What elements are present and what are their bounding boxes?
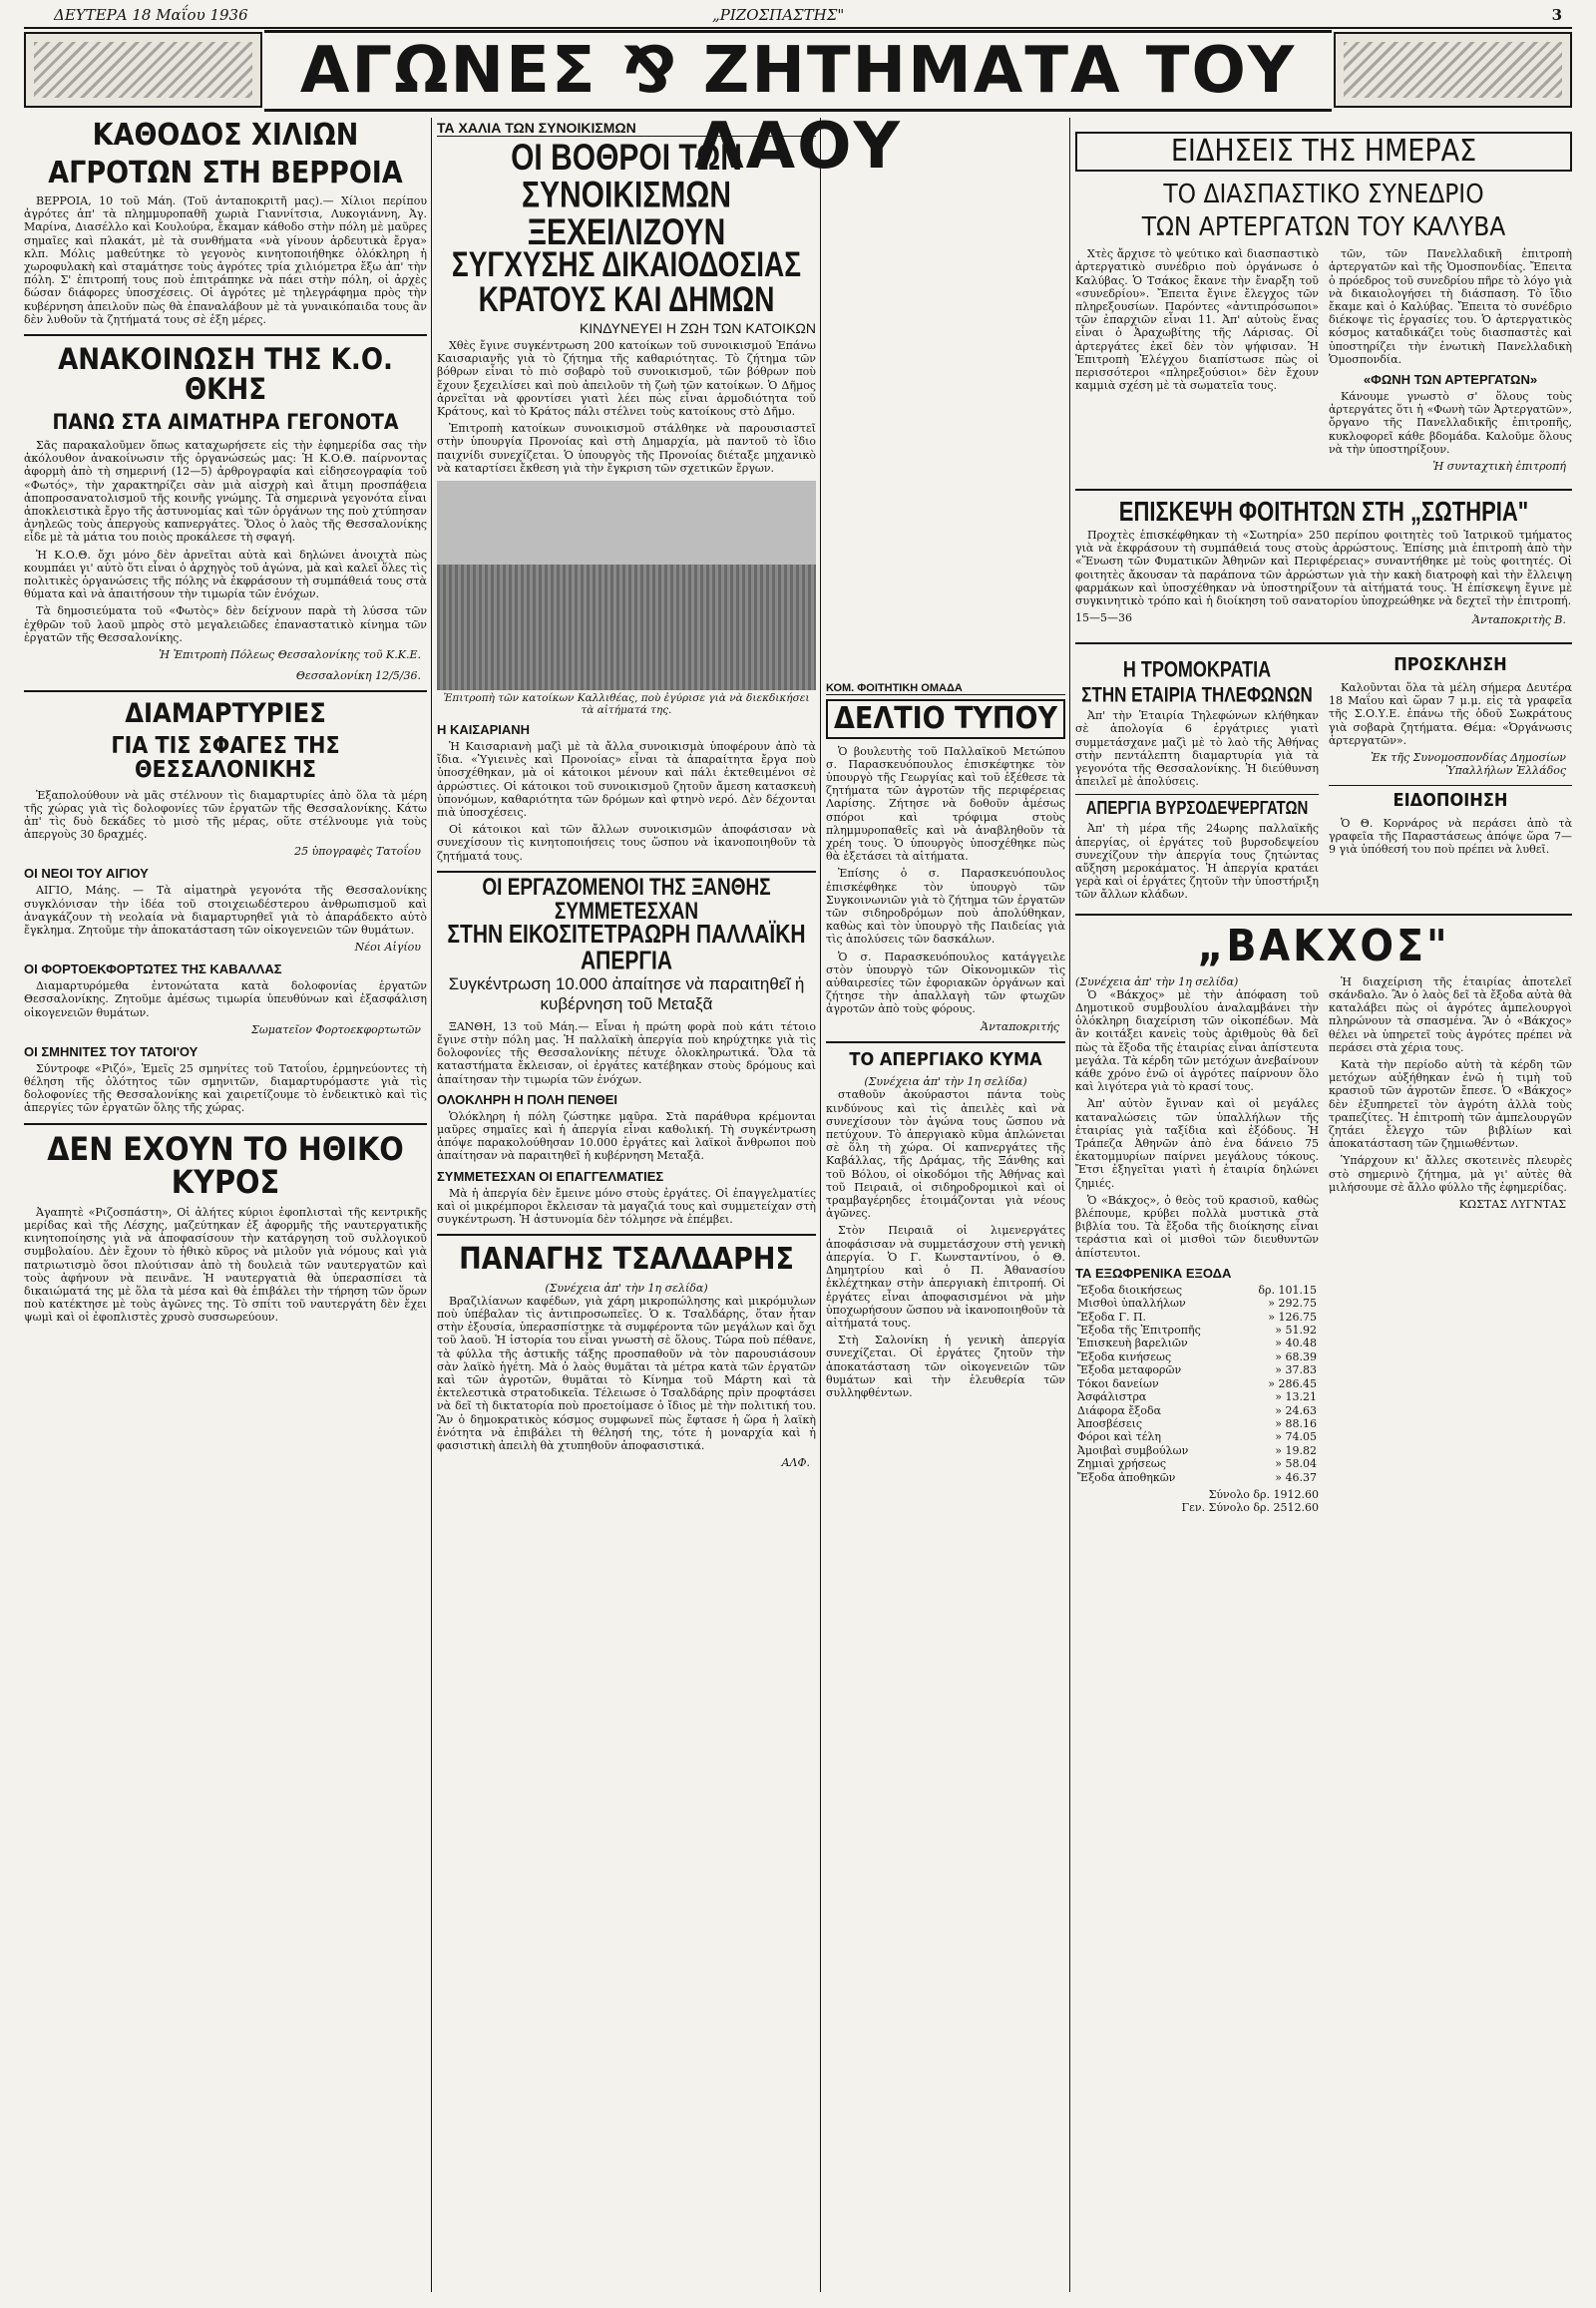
section-subhead: «ΦΩΝΗ ΤΩΝ ΑΡΤΕΡΓΑΤΩΝ» bbox=[1363, 371, 1538, 387]
signature: 25 ὑπογραφὲς Τατοΐου bbox=[294, 845, 421, 859]
expense-value: » 58.04 bbox=[1275, 1457, 1317, 1471]
expense-row bbox=[1075, 1417, 1319, 1430]
signature: Ἀνταποκριτὴς Β. bbox=[1472, 613, 1566, 627]
article-body: Ὁ σ. Παρασκευόπουλος κατάγγειλε στὸν ὑπουργὸ τῶν Οἰκονομικῶν τὶς αὐθαιρεσίες τῶν ἐφοριακῶν ὀργάνων καὶ ζήτησε τὴν ἀπαλλαγὴ τῶν φτωχῶν ἀγροτῶν ἀπὸ τοὺς φόρους. bbox=[826, 950, 1065, 1016]
two-column-text bbox=[1075, 247, 1572, 481]
article-body: Σύντροφε «Ριζό», Ἐμεῖς 25 σμηνίτες τοῦ Τατοΐου, ἑρμηνεύοντες τὴ θέληση τῆς ὁλότητος τῶν σμηνιτῶν, διαμαρτυρόμαστε γιὰ τὶς δολοφονίες τῆς Θεσσαλονίκης καὶ χαιρετίζουμε τὸ ἐνδεικτικὸ καὶ τὶς ἀπεργίες τῶν ἐργατῶν ὅλης τῆς χώρας. bbox=[24, 1061, 427, 1115]
article-body: Μὰ ἡ ἀπεργία δὲν ἔμεινε μόνο στοὺς ἐργάτες. Οἱ ἐπαγγελματίες καὶ οἱ μικρέμποροι ἔκλεισαν τὰ μαγαζιά τους καὶ συμμετείχαν στὴ συγκέντρωση. Ἡ ἀστυνομία δὲν τόλμησε νὰ ἐπέμβει. bbox=[437, 1186, 816, 1227]
article-body: Διαμαρτυρόμεθα ἐντονώτατα κατὰ δολοφονίας ἐργατῶν Θεσσαλονίκης. Ζητοῦμε ἀμέσως τιμωρία ὑπευθύνων καὶ ἐξασφάλιση οἰκογενειῶν θυμάτων. bbox=[24, 979, 427, 1019]
article-body: Χθὲς ἔγινε συγκέντρωση 200 κατοίκων τοῦ συνοικισμοῦ Ἐπάνω Καισαριανῆς γιὰ τὸ ζήτημα τῆς καθαριότητας. Τὸ ζήτημα τῶν βόθρων εἶναι τὸ πιὸ σοβαρὸ τοῦ συνοικισμοῦ, τῶν βόθρων ποὺ ἔχουν ξεχειλίσει καὶ ποὺ ἀπειλοῦν τὴ ζωὴ τῶν κατοίκων. Ὁ Δῆμος ἀρνεῖται νὰ φροντίσει γιατὶ λέει πὼς εἶναι ἁρμοδιότητα τοῦ Κράτους, καὶ τὸ Κράτος πάλι στέλνει τοὺς κατοίκους στὸ Δῆμο. bbox=[437, 339, 816, 419]
divider bbox=[826, 1041, 1065, 1043]
expense-label: Ἀποσβέσεις bbox=[1077, 1416, 1143, 1430]
expense-label: Διάφορα ἔξοδα bbox=[1077, 1403, 1162, 1417]
issue-date: ΔΕΥΤΕΡΑ 18 Μαΐου 1936 bbox=[54, 6, 248, 24]
expense-label: Ἀμοιβαὶ συμβούλων bbox=[1077, 1443, 1189, 1457]
article-subtitle: ΠΑΝΩ ΣΤΑ ΑΙΜΑΤΗΡΑ ΓΕΓΟΝΟΤΑ bbox=[52, 409, 399, 434]
article-title: Η ΤΡΟΜΟΚΡΑΤΙΑ bbox=[1122, 656, 1272, 682]
expense-label: Ἔξοδα μεταφορῶν bbox=[1077, 1363, 1182, 1377]
column-1 bbox=[24, 118, 427, 2292]
divider bbox=[437, 1234, 816, 1236]
two-column-text bbox=[1075, 652, 1572, 905]
divider bbox=[1075, 794, 1319, 795]
press-release-kicker: ΚΟΜ. ΦΟΙΤΗΤΙΚΗ ΟΜΑΔΑ bbox=[826, 682, 1065, 695]
expense-label: Ἔξοδα τῆς Ἐπιτροπῆς bbox=[1077, 1324, 1201, 1338]
article-subtitle: Συγκέντρωση 10.000 ἀπαίτησε νὰ παραιτηθεῖ ἡ κυβέρνηση τοῦ Μεταξᾶ bbox=[448, 973, 805, 1013]
continuation-note: (Συνέχεια ἀπ' τὴν 1η σελίδα) bbox=[864, 1075, 1027, 1089]
section-subhead: ΟΙ ΝΕΟΙ ΤΟΥ ΑΙΓΙΟΥ bbox=[24, 866, 149, 882]
expense-label: Ἔξοδα ἀποθηκῶν bbox=[1077, 1470, 1176, 1484]
article-title: ΟΙ ΒΟΘΡΟΙ ΤΩΝ ΣΥΝΟΙΚΙΣΜΩΝ ΞΕΧΕΙΛΙΖΟΥΝ bbox=[511, 137, 742, 253]
article-body: Κατὰ τὴν περίοδο αὐτὴ τὰ κέρδη τῶν μετόχων αὐξήθηκαν ἐνῶ ἡ τιμὴ τοῦ κρασιοῦ τῶν ἀγροτῶν ἔπεσε. Ὁ «Βάκχος» δὲν ἐξυπηρετεῖ τὸν ἀγρότη ἀλλὰ τοὺς τραπεζίτες. Ἡ ἐπιτροπὴ τῶν ἀμπελουργῶν ζητάει ἔλεγχο τῶν βιβλίων καὶ ἀποκατάσταση τῶν ζημιωθέντων. bbox=[1329, 1058, 1572, 1151]
signature-row bbox=[1075, 611, 1572, 634]
expense-value: » 286.45 bbox=[1268, 1376, 1317, 1390]
expense-label: Ἐπισκευὴ βαρελιῶν bbox=[1077, 1337, 1188, 1350]
expense-row bbox=[1075, 1350, 1319, 1363]
expense-value: » 24.63 bbox=[1275, 1403, 1317, 1417]
signature: Ἡ Ἐπιτροπὴ Πόλεως Θεσσαλονίκης τοῦ Κ.Κ.Ε. bbox=[159, 648, 421, 661]
article-subtitle: ΚΙΝΔΥΝΕΥΕΙ Η ΖΩΗ ΤΩΝ ΚΑΤΟΙΚΩΝ bbox=[579, 320, 816, 336]
continuation-note: (Συνέχεια ἀπ' τὴν 1η σελίδα) bbox=[545, 1281, 708, 1295]
news-of-the-day-title: ΕΙΔΗΣΕΙΣ ΤΗΣ ΗΜΕΡΑΣ bbox=[1075, 132, 1572, 172]
expense-label: Τόκοι δανείων bbox=[1077, 1376, 1159, 1390]
dateline: 15—5—36 bbox=[1075, 611, 1132, 625]
expense-label: Ἔξοδα κινήσεως bbox=[1077, 1349, 1172, 1363]
section-subhead: ΤΑ ΕΞΩΦΡΕΝΙΚΑ ΕΞΟΔΑ bbox=[1075, 1265, 1232, 1281]
signature: Σωματεῖον Φορτοεκφορτωτῶν bbox=[251, 1022, 421, 1036]
article-body: ΑΙΓΙΟ, Μάης. — Τὰ αἱματηρὰ γεγονότα τῆς Θεσσαλονίκης συγκλόνισαν τὴν ἰδέα τοῦ στοιχειωδέστερου ἀνθρωπισμοῦ καὶ ἀναγκάζουν τὴ νεολαία νὰ διαμαρτυρηθεῖ γιὰ τὸ ἀπαράδεκτο αὐτὸ ἔγκλημα. Ζητοῦμε τὴν ἀποκατάσταση τῶν οἰκογενειῶν τῶν θυμάτων. bbox=[24, 884, 427, 938]
article-title: ΔΕΝ ΕΧΟΥΝ ΤΟ ΗΘΙΚΟ ΚΥΡΟΣ bbox=[47, 1129, 404, 1202]
expense-row bbox=[1075, 1297, 1319, 1310]
expense-value: » 292.75 bbox=[1268, 1297, 1317, 1311]
expense-row bbox=[1075, 1311, 1319, 1324]
article-title: ΤΩΝ ΑΡΤΕΡΓΑΤΩΝ ΤΟΥ ΚΑΛΥΒΑ bbox=[1141, 211, 1506, 242]
article-body: ΞΑΝΘΗ, 13 τοῦ Μάη.— Εἶναι ἡ πρώτη φορὰ ποὺ κάτι τέτοιο ἔγινε στὴν πόλη μας. Ἡ παλλαϊκὴ ἀπεργία ποὺ κηρύχτηκε γιὰ τὶς δολοφονίες τῆς Θεσσαλονίκης πέτυχε ὁλοκληρωτικά. Ὅλα τὰ καταστήματα ἔκλεισαν, οἱ ἐργάτες κατέβηκαν στοὺς δρόμους καὶ ἀπαίτησαν τὴν τιμωρία τῶν ἐνόχων. bbox=[437, 1019, 816, 1086]
signature: Νέοι Αἰγίου bbox=[354, 941, 421, 955]
article-subtitle: ΓΙΑ ΤΙΣ ΣΦΑΓΕΣ ΤΗΣ ΘΕΣΣΑΛΟΝΙΚΗΣ bbox=[111, 733, 340, 784]
article-body: Ὁ Θ. Κορνάρος νὰ περάσει ἀπὸ τὰ γραφεῖα τῆς Παραστάσεως ἀπόψε ὥρα 7—9 γιὰ ὑπόθεσή του ποὺ πρέπει νὰ λυθεῖ. bbox=[1329, 816, 1572, 857]
article-title: ΔΕΛΤΙΟ ΤΥΠΟΥ bbox=[826, 699, 1065, 739]
article-body: τῶν, τῶν Πανελλαδικῆ ἐπιτροπὴ ἀρτεργατῶν καὶ τῆς Ὁμοσπονδίας. Ἔπειτα ὁ πρόεδρος τοῦ συνεδρίου πῆρε τὸ λόγο γιὰ νὰ δικαιολογήσει τὴ διάσπαση. Τὸ ἴδιο ἔκαμε καὶ ὁ Καλύβας. Ἔπειτα τὸ συνέδριο διέκοψε τὶς ἐργασίες του. Ὁ ἀρτεργατικὸς κόσμος καταδικάζει τοὺς διασπαστὲς καὶ ὑποστηρίζει τὴν ἑνωτικὴ Πανελλαδικὴ Ὁμοσπονδία. bbox=[1329, 247, 1572, 366]
article-title: ΠΑΝΑΓΗΣ ΤΣΑΛΔΑΡΗΣ bbox=[459, 1242, 794, 1278]
expense-value: » 68.39 bbox=[1275, 1349, 1317, 1363]
article-body: Ἀπ' τὴ μέρα τῆς 24ωρης παλλαϊκῆς ἀπεργίας, οἱ ἐργάτες τοῦ βυρσοδεψείου συνεχίζουν τὴν ἀπεργία τους ζητώντας αὔξηση μεροκάματος. Ἡ ἀπεργία κρατάει γερὰ καὶ οἱ ἐργάτες ζητοῦν τὴν ὑποστήριξη τῶν ἄλλων κλάδων. bbox=[1075, 822, 1319, 902]
article-body: Ὑπάρχουν κι' ἄλλες σκοτεινὲς πλευρὲς στὸ σημερινὸ ζήτημα, μὰ γι' αὐτὲς θὰ μιλήσουμε σὲ ἄλλο φύλλο τῆς ἐφημερίδας. bbox=[1329, 1154, 1572, 1194]
expense-label: Μισθοὶ ὑπαλλήλων bbox=[1077, 1297, 1186, 1311]
column-3 bbox=[826, 118, 1065, 2292]
article-body: Στὴ Σαλονίκη ἡ γενικὴ ἀπεργία συνεχίζεται. Οἱ ἐργάτες ζητοῦν τὴν ἀποκατάσταση τῶν οἰκογενειῶν τῶν θυμάτων καὶ τὴν ἐλευθερία τῶν συλληφθέντων. bbox=[826, 1334, 1065, 1399]
article-title: ΟΙ ΕΡΓΑΖΟΜΕΝΟΙ ΤΗΣ ΞΑΝΘΗΣ ΣΥΜΜΕΤΕΣΧΑΝ bbox=[482, 874, 771, 925]
expense-row bbox=[1075, 1324, 1319, 1337]
divider bbox=[1075, 914, 1572, 916]
expense-label: Φόροι καὶ τέλη bbox=[1077, 1430, 1161, 1444]
expense-row bbox=[1075, 1284, 1319, 1297]
expense-value: » 88.16 bbox=[1275, 1416, 1317, 1430]
article-body: Προχτὲς ἐπισκέφθηκαν τὴ «Σωτηρία» 250 περίπου φοιτητὲς τοῦ Ἰατρικοῦ τμήματος γιὰ νὰ ἐκφράσουν τὴ συμπάθειά τους στοὺς ἀρρώστους. Ἐπίσης μιὰ ἐπιτροπὴ ἀπὸ τὴν «Ἕνωση τῶν Φυματικῶν Ἀθηνῶν καὶ Περιφέρειας» συναντήθηκε μὲ τοὺς φοιτητές. Οἱ φοιτητὲς ἄκουσαν τὰ παράπονα τῶν ἀρρώστων γιὰ τὴν κακὴ διατροφὴ καὶ τὴν ἔλλειψη φαρμάκων καὶ ὑποσχέθηκαν νὰ ὑποστηρίξουν τὰ αἰτήματά τους. Ἡ ἐπίσκεψη ἔγινε μὲ συγκινητικὸ τρόπο καὶ ἡ διοίκηση τοῦ σανατορίου ὑποχρεώθηκε νὰ δεχτεῖ τὴν ἐπιτροπή. bbox=[1075, 528, 1572, 607]
section-subhead: ΟΙ ΣΜΗΝΙΤΕΣ ΤΟΥ ΤΑΤΟΙ'ΟΥ bbox=[24, 1043, 199, 1059]
expense-value: » 37.83 bbox=[1275, 1363, 1317, 1377]
article-body: Ἐπιτροπὴ κατοίκων συνοικισμοῦ στάλθηκε νὰ παρουσιαστεῖ στὴν ὑπουργία Προνοίας καὶ στὴ Δημαρχία, μὰ παντοῦ τὸ ἴδιο παιχνίδι συνεχίζεται. Ὁ ὑπουργὸς τῆς Προνοίας διέταξε μηχανικὸ νὰ καταρτίσει ἔκθεση γιὰ τὴν ἔγκριση τῶν σχετικῶν ἔργων. bbox=[437, 422, 816, 475]
article-title: ΑΝΑΚΟΙΝΩΣΗ ΤΗΣ Κ.Ο. ΘΚΗΣ bbox=[58, 342, 393, 407]
expense-row bbox=[1075, 1363, 1319, 1376]
article-title: ΠΡΟΣΚΛΗΣΗ bbox=[1394, 654, 1507, 676]
article-body: Στὸν Πειραιᾶ οἱ λιμενεργάτες ἀποφάσισαν νὰ συμμετάσχουν στὴ γενικὴ ἀπεργία. Ὁ Γ. Κωνσταντίνου, ὁ Θ. Δημητρίου καὶ ὁ Π. Ἀθανασίου ἐκλέχτηκαν στὴν ἀπεργιακὴ ἐπιτροπή. Οἱ ἐργάτες εἶναι ἀποφασισμένοι νὰ μὴν ὑποχωρήσουν ὥσπου νὰ ἱκανοποιηθοῦν τὰ αἰτήματά τους. bbox=[826, 1224, 1065, 1330]
article-body: Ἐξαπολούθουν νὰ μᾶς στέλνουν τὶς διαμαρτυρίες ἀπὸ ὅλα τὰ μέρη τῆς χώρας γιὰ τὶς δολοφονίες τῶν ἐργατῶν τῆς Θεσσαλονίκης. Κάτω ἀπ' τὶς δυὸ δεκάδες τὸ μισὸ τῆς μέρας, οὕτε στέλνουμε γιὰ τοὺς ἀπεργοὺς 30 δραχμές. bbox=[24, 788, 427, 842]
article-title: ΔΙΑΜΑΡΤΥΡΙΕΣ bbox=[125, 698, 326, 729]
expenses-total: Σύνολο δρ. 1912.60 bbox=[1208, 1487, 1319, 1501]
article-body: Ὁ βουλευτὴς τοῦ Παλλαϊκοῦ Μετώπου σ. Παρασκευόπουλος ἐπισκέφτηκε τὸν ὑπουργὸ τῆς Γεωργίας καὶ τοῦ ἐξέθεσε τὰ ζητήματα τῶν ἀγροτῶν τῆς περιφέρειας Λαρίσης. Ζήτησε νὰ δοθοῦν ἀμέσως σπόροι καὶ τρόφιμα στοὺς πλημμυροπαθεῖς καὶ νὰ ἀναβληθοῦν τὰ χρέη τους. Ὁ ὑπουργὸς ὑποσχέθηκε πὼς θὰ ἐξετάσει τὰ αἰτήματα. bbox=[826, 744, 1065, 864]
banner-illustration-factory bbox=[1334, 32, 1572, 108]
expense-row bbox=[1075, 1404, 1319, 1417]
expense-value: » 13.21 bbox=[1275, 1390, 1317, 1404]
article-body: Ὁ «Βάκχος», ὁ θεὸς τοῦ κρασιοῦ, καθὼς βλέπουμε, κρύβει πολλὰ μυστικὰ στὰ βιβλία του. Τὰ ἔξοδα τῆς διοίκησης εἶναι τεράστια καὶ οἱ μισθοὶ τῶν διευθυντῶν ἀπίστευτοι. bbox=[1075, 1193, 1319, 1260]
article-body: Καλοῦνται ὅλα τὰ μέλη σήμερα Δευτέρα 18 Μαΐου καὶ ὥραν 7 μ.μ. εἰς τὰ γραφεῖα τῆς Σ.Ο.Υ.Ε. ἐπάνω τῆς ὁδοῦ Σωκράτους γιὰ σοβαρὰ ζητήματα. Θέμα: «Ὀργάνωσις ἀρτεργατῶν». bbox=[1329, 681, 1572, 747]
article-body: Ἡ διαχείριση τῆς ἑταιρίας ἀποτελεῖ σκάνδαλο. Ἂν ὁ λαὸς δεῖ τὰ ἔξοδα αὐτὰ θὰ καταλάβει πὼς οἱ ἀγρότες ἀμπελουργοὶ πληρώνουν τὰ σπασμένα. Ἂν ὁ «Βάκχος» θέλει νὰ ὑπηρετεῖ τοὺς ἀγρότες πρέπει νὰ περάσει στὰ χέρια τους. bbox=[1329, 974, 1572, 1054]
continuation-note: (Συνέχεια ἀπ' τὴν 1η σελίδα) bbox=[1075, 974, 1239, 988]
article-title: ΤΟ ΔΙΑΣΠΑΣΤΙΚΟ ΣΥΝΕΔΡΙΟ bbox=[1163, 179, 1484, 209]
column-2 bbox=[437, 118, 816, 2292]
column-rule bbox=[1069, 118, 1070, 2292]
article-kicker: ΤΑ ΧΑΛΙΑ ΤΩΝ ΣΥΝΟΙΚΙΣΜΩΝ bbox=[437, 120, 816, 137]
expense-label: Ζημιαὶ χρήσεως bbox=[1077, 1457, 1166, 1471]
article-title: ΣΤΗΝ ΕΙΚΟΣΙΤΕΤΡΑΩΡΗ ΠΑΛΛΑΪΚΗ ΑΠΕΡΓΙΑ bbox=[447, 920, 806, 975]
section-subhead: ΣΥΜΜΕΤΕΣΧΑΝ ΟΙ ΕΠΑΓΓΕΛΜΑΤΙΕΣ bbox=[437, 1168, 664, 1184]
expense-value: δρ. 101.15 bbox=[1258, 1283, 1317, 1297]
expense-value: » 126.75 bbox=[1268, 1310, 1317, 1324]
article-title: ΕΙΔΟΠΟΙΗΣΗ bbox=[1393, 790, 1508, 812]
signature: ΚΩΣΤΑΣ ΛΥΓΝΤΑΣ bbox=[1458, 1198, 1566, 1212]
two-column-text bbox=[1075, 975, 1572, 1514]
paper-name: „ΡΙΖΟΣΠΑΣΤΗΣ" bbox=[712, 6, 845, 24]
banner-illustration-plough bbox=[24, 32, 262, 108]
article-body: Βραζιλίανων καφέδων, γιὰ χάρη μικροπώλησης καὶ μικρόμυλων ποὺ ὑπέβαλαν τὶς ἀντιπροσωπεῖες. Ὁ κ. Τσαλδάρης, ὅταν ἦταν στὴν ἐξουσία, ὑπερασπίστηκε τὰ συμφέροντα τῶν μεγάλων καὶ ὄχι τοῦ λαοῦ. Ἡ ἱστορία του εἶναι γνωστὴ σὲ ὅλους. Τώρα ποὺ πέθανε, τὰ φύλλα τῆς ἀστικῆς τάξης προσπαθοῦν νὰ τὸν παρουσιάσουν σὰν λαϊκὸ ἡγέτη. Μὰ ὁ λαὸς θυμᾶται τὰ μέτρα κατὰ τῶν ἐργατῶν καὶ τῶν ἀγροτῶν, θυμᾶται τὸ Κίνημα τοῦ Μάρτη καὶ τὰ ἐκτελεστικὰ στρατοδικεῖα. Τέλειωσε ὁ Τσαλδάρης πρὶν προφτάσει νὰ δεῖ τὴ δικτατορία ποὺ προετοίμασε ὁ ἴδιος μὲ τὴν πολιτική του. Ἂν ὁ δημοκρατικὸς κόσμος συμφωνεῖ πὼς ἔφτασε ἡ ὥρα ἡ λαϊκὴ ἑνότητα νὰ ἐπιβάλει τὴ θέλησή της, τότε ἡ μοναρχία καὶ ἡ φασιστικὴ ἀπειλὴ θὰ χτυπηθοῦν ἀποφασιστικά. bbox=[437, 1294, 816, 1453]
divider bbox=[1075, 642, 1572, 644]
article-body: Ἐπίσης ὁ σ. Παρασκευόπουλος ἐπισκέφθηκε τὸν ὑπουργὸ τῶν Συγκοινωνιῶν γιὰ τὸ ζήτημα τῶν ἐργατῶν τῶν σιδηροδρόμων ποὺ ἀπολύθηκαν, καθὼς καὶ τὸν ὑπουργὸ τῆς Παιδείας γιὰ τὶς ἀπολύσεις τῶν δασκάλων. bbox=[826, 867, 1065, 947]
column-rule bbox=[431, 118, 432, 2292]
photo-residents-committee bbox=[437, 481, 816, 690]
divider bbox=[24, 690, 427, 692]
article-body: Ἀπ' αὐτὸν ἔγιναν καὶ οἱ μεγάλες καταναλώσεις τῶν ὑπαλλήλων τῆς ἑταιρίας γιὰ ταξίδια καὶ ἐξόδους. Ἡ Τράπεζα Ἀθηνῶν ἀπὸ ἑνα δάνειο 75 ἑκατομμυρίων παίρνει μεγάλους τόκους. Ἔτσι ἐξηγεῖται γιατὶ ἡ ἑταιρία δηλώνει ζημιές. bbox=[1075, 1097, 1319, 1190]
expense-row bbox=[1075, 1377, 1319, 1390]
divider bbox=[24, 334, 427, 336]
expense-label: Ἔξοδα Γ. Π. bbox=[1077, 1310, 1147, 1324]
divider bbox=[1075, 489, 1572, 491]
expense-label: Ἀσφάλιστρα bbox=[1077, 1390, 1147, 1404]
section-subhead: Η ΚΑΙΣΑΡΙΑΝΗ bbox=[437, 722, 531, 738]
expense-row bbox=[1075, 1430, 1319, 1443]
article-body: ΒΕΡΡΟΙΑ, 10 τοῦ Μάη. (Τοῦ ἀνταποκριτῆ μας).— Χίλιοι περίπου ἀγρότες ἀπ' τὰ πλημμυροπαθῆ χωριὰ Γιαννίτσια, Λυκογιάννη, Ἀγ. Μαρίνα, Διασέλλο καὶ Κουλούρα, ἔκαμαν κάθοδο στὴν πόλη μὲ μαῦρες σημαῖες καὶ πλακάτ, μὲ τὰ συνθήματα «νὰ γίνουν ἀρδευτικὰ ἔργα» κλπ. Μόλις μαθεύτηκε τὸ γεγονὸς κινητοποιήθηκε ὁλόκληρη ἡ χωροφυλακὴ καὶ σταμάτησε τοὺς ἀγρότες τρία χιλιόμετρα ἔξω ἀπ' τὴν πόλη. Σ' ἐπιτροπή τους ποὺ ἐπιτράπηκε νὰ πάει στὴν πόλη, οἱ ἀρχὲς δώσαν διάφορες ὑποσχέσεις. Οἱ ἀγρότες μὲ τηλεγράφημα πρὸς τὴν κυβέρνηση ἀπειλοῦν πὼς θὰ ἐπαναλάβουν μὲ τὰ γυναικόπαιδα τους ἂν δὲν λυθοῦν τὰ ζητήματά τους σὲ ἑξη μέρες. bbox=[24, 194, 427, 326]
section-banner: ΑΓΩΝΕΣ ⅋ ΖΗΤΗΜΑΤΑ ΤΟΥ ΛΑΟΥ bbox=[264, 30, 1332, 112]
article-title: ΣΤΗΝ ΕΤΑΙΡΙΑ ΤΗΛΕΦΩΝΩΝ bbox=[1081, 682, 1313, 707]
expense-value: » 51.92 bbox=[1275, 1324, 1317, 1338]
expense-row bbox=[1075, 1457, 1319, 1470]
top-rule bbox=[24, 27, 1572, 29]
article-body: Ὁ «Βάκχος» μὲ τὴν ἀπόφαση τοῦ Δημοτικοῦ συμβουλίου ἀναλαμβάνει τὴν ὁλόκληρη διαχείριση τῶν οἰκοπέδων. Μὰ ἂν κοιτάξει κανεὶς τοὺς ἀριθμοὺς θὰ δεῖ πὼς τὰ ἔξοδα τῆς ἑταιρίας εἶναι ἀπίστευτα μεγάλα. Τὰ κέρδη τῶν μετόχων ἀνεβαίνουν κάθε χρόνο ἐνῶ οἱ ἀγρότες παίρνουν ὅλο καὶ λιγότερα γιὰ τὸ κρασί τους. bbox=[1075, 987, 1319, 1094]
two-column-text bbox=[24, 1206, 427, 1329]
section-subhead: ΟΛΟΚΛΗΡΗ Η ΠΟΛΗ ΠΕΝΘΕΙ bbox=[437, 1091, 617, 1107]
article-body: Κάνουμε γνωστὸ σ' ὅλους τοὺς ἀρτεργάτες ὅτι ἡ «Φωνὴ τῶν Ἀρτεργατῶν», ὄργανο τῆς Πανελλαδικῆς ἐπιτροπῆς, κυκλοφορεῖ κάθε βδομάδα. Καλοῦμε ὅλους νὰ τὴν ὑποστηρίξουν. bbox=[1329, 389, 1572, 456]
section-subhead: ΟΙ ΦΟΡΤΟΕΚΦΟΡΤΩΤΕΣ ΤΗΣ ΚΑΒΑΛΛΑΣ bbox=[24, 962, 282, 977]
divider bbox=[1329, 785, 1572, 786]
signature: ΑΛΦ. bbox=[781, 1456, 810, 1470]
running-head bbox=[24, 6, 1572, 26]
expense-row bbox=[1075, 1337, 1319, 1349]
expense-value: » 46.37 bbox=[1275, 1470, 1317, 1484]
photo-caption: Ἐπιτροπὴ τῶν κατοίκων Καλλιθέας, ποὺ ἐγύρισε γιὰ νὰ διεκδικήσει τὰ αἰτήματά της. bbox=[443, 692, 810, 717]
divider bbox=[437, 871, 816, 873]
divider bbox=[24, 1123, 427, 1125]
article-title: ΚΑΘΟΔΟΣ ΧΙΛΙΩΝ bbox=[92, 118, 359, 153]
expense-row bbox=[1075, 1471, 1319, 1484]
expenses-grand-total: Γεν. Σύνολο δρ. 2512.60 bbox=[1181, 1500, 1319, 1514]
article-body: Ἀγαπητὲ «Ριζοσπάστη», Οἱ ἀλήτες κύριοι ἐφοπλισταὶ τῆς κεντρικῆς μερίδας καὶ τῆς Λέσχης, μαζεύτηκαν ἐξ ἀφορμῆς τῆς ναυτεργατικῆς κινητοποίησης γιὰ νὰ ἀποφασίσουν τὴν κατάργηση τοῦ συλλογικοῦ συμβολαίου. Δὲν ἔχουν τὸ ἠθικὸ κῦρος νὰ μιλοῦν γιὰ νόμους καὶ γιὰ πατριωτισμὸ ὅσοι πλούτισαν ἀπὸ τὴ δουλειὰ τῶν ναυτεργατῶν καὶ τοὺς ἀφήνουν νὰ πεινᾶνε. Ἡ ναυτεργατιὰ θὰ ὑπερασπίσει τὰ δικαιώματά της μὲ ὅλα τὰ μέσα καὶ θὰ ἐπιβάλει τὴν τήρηση τῶν ὅρων ποὺ κατέκτησε μὲ τοὺς ἀγῶνες της. Τὸ σπίτι τοῦ ναυτεργάτη δὲν ἔχει ψωμὶ καὶ οἱ ἐφοπλιστὲς χρυσὸ συσσωρεύουν. bbox=[24, 1205, 427, 1325]
article-body: σταθοῦν ἀκούραστοι πάντα τοὺς κινδύνους καὶ τὶς ἀπειλὲς καὶ νὰ συνεχίσουν τὸν ἀγώνα τους ὥσπου νὰ πετύχουν. Τὸ ἀπεργιακὸ κῦμα ἁπλώνεται σὲ ὅλη τὴ χώρα. Οἱ καπνεργάτες τῆς Καβάλλας, τῆς Δράμας, τῆς Ξάνθης καὶ τοῦ Βόλου, οἱ οἰκοδόμοι τῆς Ἀθήνας καὶ τοῦ Πειραιᾶ, οἱ σιδηροδρομικοὶ καὶ οἱ τραμβαγέρηδες ἑτοιμάζονται γιὰ νέους ἀγῶνες. bbox=[826, 1088, 1065, 1221]
article-title: ΑΠΕΡΓΙΑ ΒΥΡΣΟΔΕΨΕΡΓΑΤΩΝ bbox=[1085, 798, 1309, 820]
article-title: ΤΟ ΑΠΕΡΓΙΑΚΟ ΚΥΜΑ bbox=[849, 1048, 1042, 1070]
column-rule bbox=[820, 118, 821, 2292]
signature: Ἀνταποκριτής bbox=[981, 1019, 1059, 1033]
signature: Ἐκ τῆς Συνομοσπονδίας Δημοσίων Ὑπαλλήλων Ἑλλάδος bbox=[1371, 751, 1566, 778]
page-number: 3 bbox=[1551, 6, 1562, 24]
article-body: Ἀπ' τὴν Ἑταιρία Τηλεφώνων κλήθηκαν σὲ ἀπολογία 6 ἐργάτριες γιατὶ συμμετάσχανε μαζὶ μὲ τὸ λαὸ τῆς Ἀθήνας στὴν πεντάλεπτη διαμαρτυρία γιὰ τὰ γεγονότα τῆς Θεσσαλονίκης. Ἡ διεύθυνση ἀπειλεῖ μὲ ἀπολύσεις. bbox=[1075, 709, 1319, 789]
expense-row bbox=[1075, 1444, 1319, 1457]
signature: Ἡ συνταχτικὴ ἐπιτροπή bbox=[1432, 459, 1566, 473]
article-body: Ὁλόκληρη ἡ πόλη ζώστηκε μαῦρα. Στὰ παράθυρα κρέμονται μαῦρες σημαῖες καὶ ἡ ἀπεργία εἶναι καθολική. Τὴ συγκέντρωση ἀπόψε παρακολούθησαν 10.000 ἐργάτες καὶ λαϊκοὶ ἄνθρωποι ποὺ ἀπαίτησαν νὰ παραιτηθεῖ ἡ κυβέρνηση Μεταξᾶ. bbox=[437, 1109, 816, 1163]
column-4-5 bbox=[1075, 118, 1572, 2292]
article-body: Οἱ κάτοικοι καὶ τῶν ἄλλων συνοικισμῶν ἀποφάσισαν νὰ συνεχίσουν τὶς κινητοποιήσεις τους ὥσπου νὰ ἱκανοποιηθοῦν τὰ ζητήματά τους. bbox=[437, 823, 816, 863]
article-body: Σᾶς παρακαλοῦμεν ὅπως καταχωρήσετε εἰς τὴν ἐφημερίδα σας τὴν ἀκόλουθον ἀνακοίνωσιν τῆς ὀργανώσεώς μας: Ἡ Κ.Ο.Θ. παίρνοντας ἀφορμὴ ἀπὸ τὴ σημερινή (12—5) ἀρθρογραφία καὶ εἰδησεογραφία τοῦ «Φωτός», τὴν χαρακτηρίζει σὰν μιὰ αἰσχρὴ καὶ ἄτιμη προσπάθεια ἀποπροσανατολισμοῦ τῆς κοινῆς γνώμης. Τὰ σημερινὰ γεγονότα εἶναι ἀποκλειστικὰ ἔργο τῆς ἀστυνομίας καὶ τῶν ὀργάνων της ποὺ χτύπησαν ἀνηλεῶς τοὺς ἀπεργοὺς καπνεργάτες. Ὅλος ὁ λαὸς τῆς Θεσσαλονίκης εἶδε μὲ τὰ μάτια του ποιὸς προκάλεσε τὴ σφαγή. bbox=[24, 438, 427, 545]
article-title: ΕΠΙΣΚΕΨΗ ΦΟΙΤΗΤΩΝ ΣΤΗ „ΣΩΤΗΡΙΑ" bbox=[1118, 495, 1529, 527]
expense-value: » 74.05 bbox=[1275, 1430, 1317, 1444]
expense-value: » 40.48 bbox=[1275, 1337, 1317, 1350]
article-body: Χτὲς ἄρχισε τὸ ψεύτικο καὶ διασπαστικὸ ἀρτεργατικὸ συνέδριο ποὺ ὀργάνωσε ὁ Καλύβας. Ὁ Τσάκος ἔκανε τὴν ἔναρξη τοῦ «συνεδρίου». Ἔπειτα ἔγινε ἔλεγχος τῶν πληρεξουσίων. Παρόντες «ἀντιπρόσωποι» τῶν ἐπαρχιῶν εἶναι 11. Ἀπ' αὐτοὺς ἕνας εἶναι ὁ Ἀραχωβίτης τῆς Λάρισας. Οἱ ἀρτεργάτες ἐκεῖ δὲν τὸν ψήφισαν. Ἡ Ἐπιτροπὴ Ἐλέγχου διαπίστωσε πὼς οἱ περισσότεροι «πληρεξούσιοι» δὲν ἔχουν καμμιὰ σχέση μὲ τὰ σωματεῖα τους. bbox=[1075, 247, 1319, 393]
article-title: ΣΥΓΧΥΣΗΣ ΔΙΚΑΙΟΔΟΣΙΑΣ ΚΡΑΤΟΥΣ ΚΑΙ ΔΗΜΩΝ bbox=[451, 244, 802, 319]
expense-row bbox=[1075, 1390, 1319, 1403]
expense-value: » 19.82 bbox=[1275, 1443, 1317, 1457]
expense-label: Ἔξοδα διοικήσεως bbox=[1077, 1283, 1182, 1297]
column-3-top-spacer bbox=[826, 118, 1065, 676]
article-body: Ἡ Καισαριανὴ μαζὶ μὲ τὰ ἄλλα συνοικισμὰ ὑποφέρουν ἀπὸ τὰ ἴδια. «Ὑγιεινὲς καὶ Προνοίας» εἶναι τὰ ἀπαραίτητα ἔργα ποὺ ὑποσχέθηκαν, μὰ οἱ κάτοικοι μένουν καὶ πάλι ἐκτεθειμένοι σὲ ἀρρώστιες. Οἱ κάτοικοι τοῦ συνοικισμοῦ ζητοῦν ἄμεση κατασκευὴ ὑπονόμων, καθαριότητα τῶν δρόμων καὶ φτηνὸ νερό. Δὲν δέχονται πιὰ ὑποσχέσεις. bbox=[437, 740, 816, 820]
article-title: ΑΓΡΟΤΩΝ ΣΤΗ ΒΕΡΡΟΙΑ bbox=[48, 155, 403, 191]
article-title: „ΒΑΚΧΟΣ" bbox=[1197, 920, 1450, 971]
signature: Θεσσαλονίκη 12/5/36. bbox=[295, 669, 421, 682]
expenses-table bbox=[1075, 1284, 1319, 1484]
article-body: Τὰ δημοσιεύματα τοῦ «Φωτὸς» δὲν δείχνουν παρὰ τὴ λύσσα τῶν ἐχθρῶν τοῦ λαοῦ μπρὸς στὸ μεγαλειῶδες ἐπαναστατικὸ κίνημα τῶν ἐργατῶν τῆς Θεσσαλονίκης. bbox=[24, 604, 427, 644]
article-body: Ἡ Κ.Ο.Θ. ὄχι μόνο δὲν ἀρνεῖται αὐτὰ καὶ δηλώνει ἀνοιχτὰ πὼς κουμπάει γι' αὐτὸ ὅτι εἶναι ὁ ἀρχηγὸς τοῦ ἀγώνα, μὰ καὶ καλεῖ ὅλες τὶς πολιτικὲς ὀργανώσεις τῆς πόλης νὰ ἐκφράσουν τὴ συμπάθειά τους στὰ θύματα καὶ νὰ ἀπαιτήσουν τὴν τιμωρία τῶν ἐνόχων. bbox=[24, 548, 427, 601]
